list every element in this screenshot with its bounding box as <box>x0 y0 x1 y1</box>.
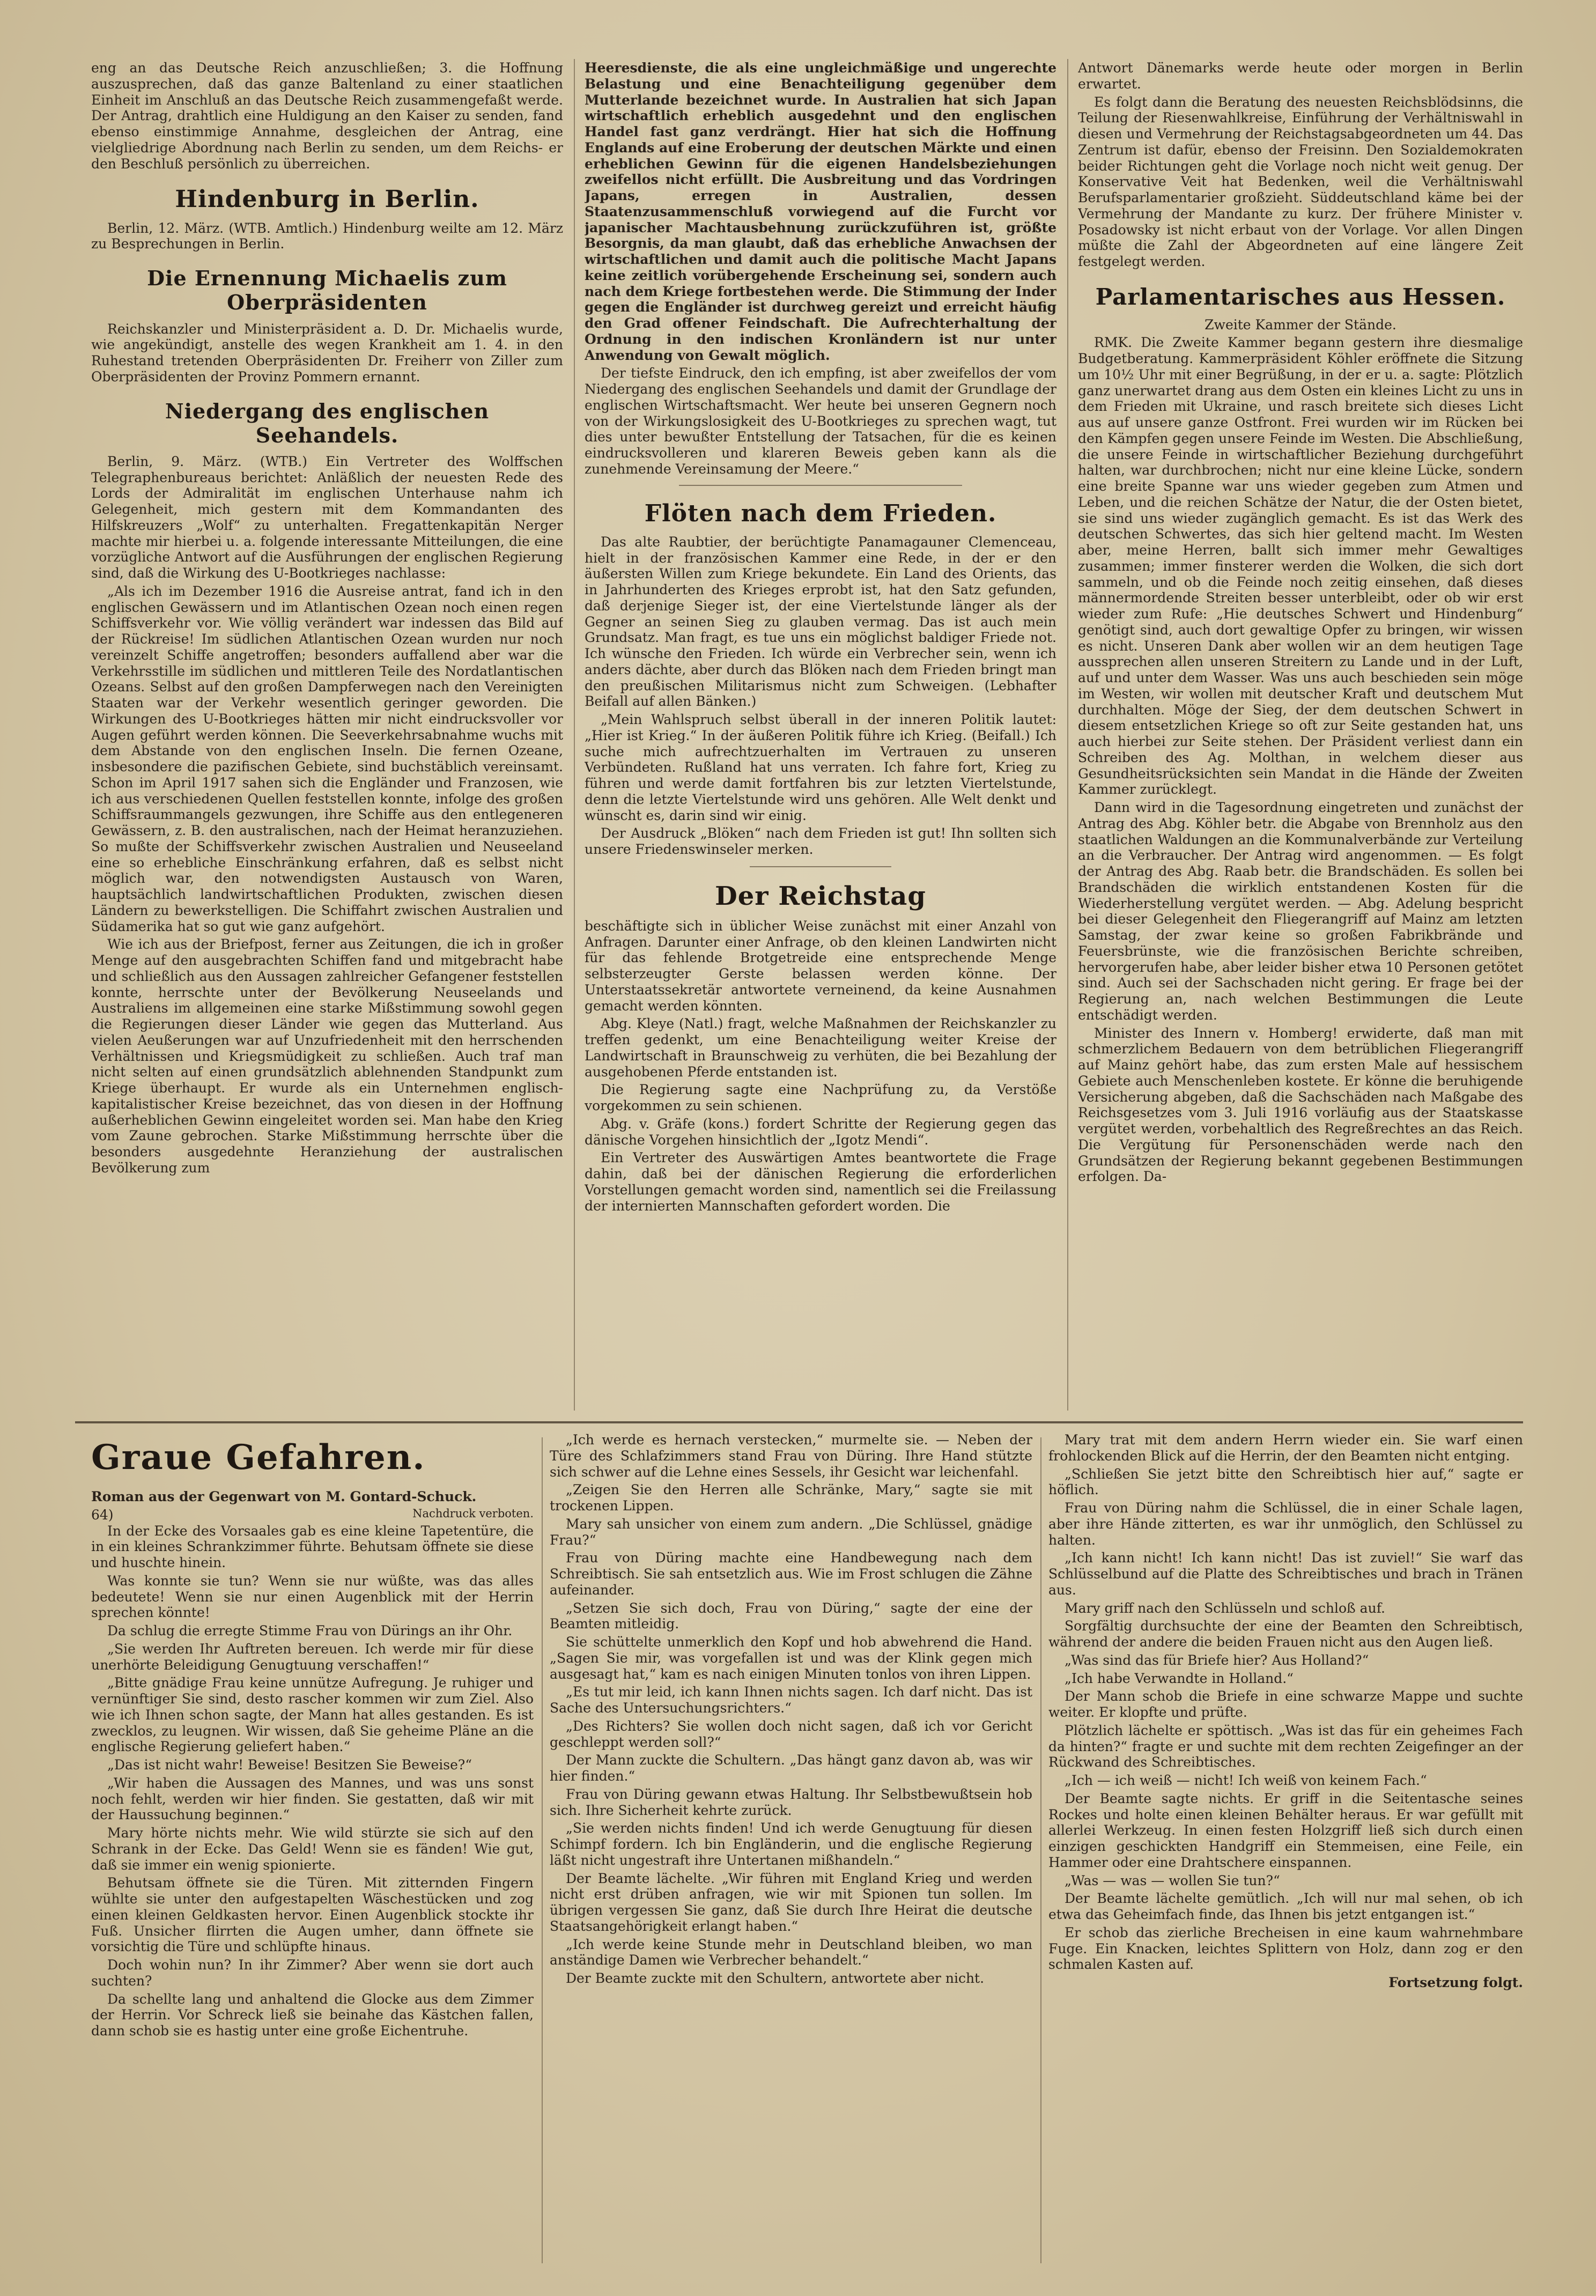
serial-paragraph: „Was — was — wollen Sie tun?“ <box>1065 1872 1280 1888</box>
article-reichstag-cont: Antwort Dänemarks werde heute oder morgen in Berlin erwartet. <box>1078 60 1523 92</box>
serial-paragraph: Da schellte lang und anhaltend die Glocke aus dem Zimmer der Herrin. Vor Schreck ließ sie beinahe das Kästchen fallen, dann schob sie es hastig unter eine große Eichentruhe. <box>91 1991 534 2039</box>
article-floeten-3: Der Ausdruck „Blöken“ nach dem Frieden ist gut! Ihn sollten sich unsere Friedenswinseler merken. <box>585 825 1056 858</box>
article-seehandel-2: „Als ich im Dezember 1916 die Ausreise antrat, fand ich in den englischen Gewässern und im Atlantischen Ozean noch einen regen Schiffsverkehr vor. Wie völlig verändert war indessen das Bild auf der Rückreise! Im südlichen Atlantischen Ozean wurden nur noch vereinzelt Schiffe angetroffen; besonders auffallend aber war die Verkehrsstille im südlichen und mittleren Teile des Nordatlantischen Ozeans. Selbst auf den großen Dampferwegen nach den Vereinigten Staaten war der Verkehr wesentlich geringer geworden. Die Wirkungen des U-Bootkrieges hätten mir nicht eindrucksvoller vor Augen geführt werden können. Die Seeverkehrsabnahme wuchs mit dem Abstande von den englischen Inseln. Die fernen Ozeane, insbesondere die pazifischen Gebiete, sind buchstäblich vereinsamt. Schon im April 1917 sahen sich die Engländer und Franzosen, wie ich aus verschiedenen Quellen feststellen konnte, infolge des großen Schiffsraummangels gezwungen, ihre Schiffe aus den entlegeneren Gewässern, z. B. den australischen, nach der Heimat heranzuziehen. So mußte der Schiffsverkehr zwischen Australien und Neuseeland eine so erhebliche Einschränkung erfahren, daß es selbst nicht möglich war, den notwendigsten Austausch von Waren, hauptsächlich landwirtschaftlichen Produkten, zwischen diesen Ländern zu bewerkstelligen. Die Schiffahrt zwischen Australien und Südamerika hat so gut wie ganz aufgehört. <box>91 583 563 934</box>
serial-paragraph: Frau von Düring nahm die Schlüssel, die in einer Schale lagen, aber ihre Hände zitterten, es war ihr unmöglich, den Schlüssel zu halten. <box>1048 1500 1523 1548</box>
headline-hindenburg: Hindenburg in Berlin. <box>175 186 479 213</box>
serial-paragraph: „Was sind das für Briefe hier? Aus Holland?“ <box>1065 1652 1369 1668</box>
article-floeten-2: „Mein Wahlspruch selbst überall in der inneren Politik lautet: „Hier ist Krieg.“ In der äußeren Politik führe ich Krieg. (Beifall.) Ich suche mich aufrechtzuerhalten im Vertrauen zu unseren Verbündeten. Rußland hat uns verraten. Ich fahre fort, Krieg zu führen und werde damit fortfahren bis zur letzten Viertelstunde, denn die letzte Viertelstunde wird uns gehören. Alle Welt denkt und wünscht es, darin sind wir einig. <box>585 712 1056 823</box>
serial-column-2 <box>550 1432 1032 2269</box>
article-hessen-2: Dann wird in die Tagesordnung eingetreten und zunächst der Antrag des Abg. Köhler betr. die Abgabe von Brennholz aus den staatlichen Waldungen an die Kommunalverbände zur Verteilung an die Verbraucher. Der Antrag wird angenommen. — Es folgt der Antrag des Abg. Raab betr. die Brandschäden. Es sollen bei Brandschäden die wirklich entstandenen Kosten für die Wiederherstellung vergütet werden. — Abg. Adelung bespricht bei dieser Gelegenheit den Fliegerangriff auf Mainz am letzten Samstag, der zwar keine so großen Fabrikbrände und Feuersbrünste, wie die französischen Berichte schreiben, hervorgerufen habe, aber leider bisher etwa 10 Personen getötet sind. Auch sei der Sachschaden nicht gering. Er frage bei der Regierung an, nach welchen Bestimmungen die Leute entschädigt werden. <box>1078 800 1523 1023</box>
column-rule <box>1040 1437 1041 2263</box>
headline-michaelis: Die Ernennung Michaelis zum Oberpräsidenten <box>147 266 507 315</box>
serial-column-1 <box>91 1432 534 2269</box>
serial-reprint-notice: Nachdruck verboten. <box>412 1507 534 1520</box>
article-hessen-3: Minister des Innern v. Homberg! erwiderte, daß man mit schmerzlichem Bedauern von dem betrüblichen Fliegerangriff auf Mainz gehört habe, das zum ersten Male auf hessischem Gebiete auch Menschenleben kostete. Er könne die beruhigende Versicherung abgeben, daß die Sachschäden nach Maßgabe des Reichsgesetzes vom 3. Juli 1916 vorläufig aus der Staatskasse vergütet werden, vorbehaltlich des Regreßrechtes an das Reich. Die Vergütung für Personenschäden werde nach den Grundsätzen der Regierung bekannt gegebenen Bestimmungen erfolgen. Da- <box>1078 1025 1523 1185</box>
serial-paragraph: Plötzlich lächelte er spöttisch. „Was ist das für ein geheimes Fach da hinten?“ fragte er und suchte mit dem rechten Zeigefinger an der Rückwand des Schreibtisches. <box>1048 1722 1523 1770</box>
article-continuation: eng an das Deutsche Reich anzuschließen; 3. die Hoffnung auszusprechen, daß das ganze Baltenland zu einer staatlichen Einheit im Anschluß an das Deutsche Reich zusammengefaßt werde. Der Antrag, drahtlich eine Huldigung an den Kaiser zu senden, fand ebenso einstimmige Annahme, desgleichen der Antrag, eine vielgliedrige Abordnung nach Berlin zu senden, um dem Reichs- er den Beschluß persönlich zu überreichen. <box>91 60 563 172</box>
serial-subtitle: Roman aus der Gegenwart von M. Gontard-Schuck. <box>91 1489 477 1505</box>
serial-paragraph: Sie schüttelte unmerklich den Kopf und hob abwehrend die Hand. „Sagen Sie mir, was vorgefallen ist und was der Klink gegen mich ausgesagt hat,“ kam es nach einigen Minuten tonlos von ihren Lippen. <box>550 1634 1032 1682</box>
article-reichstag-2: Abg. Kleye (Natl.) fragt, welche Maßnahmen der Reichskanzler zu treffen gedenkt, um eine Benachteiligung weiter Kreise der Landwirtschaft in Braunschweig zu verhüten, die bei Bezahlung der ausgehobenen Pferde entstanden ist. <box>585 1016 1056 1080</box>
serial-continued-note: Fortsetzung folgt. <box>1388 1975 1523 1990</box>
serial-paragraph: Der Mann zuckte die Schultern. „Das hängt ganz davon ab, was wir hier finden.“ <box>550 1752 1032 1784</box>
serial-paragraph: Mary griff nach den Schlüsseln und schloß auf. <box>1065 1600 1385 1616</box>
article-hessen-1: RMK. Die Zweite Kammer begann gestern ihre diesmalige Budgetberatung. Kammerpräsident Köhler eröffnete die Sitzung um 10½ Uhr mit einer Begrüßung, in der er u. a. sagte: Plötzlich ganz unerwartet drang aus dem Osten ein kleines Licht zu uns in dem Frieden mit Ukraine, und rasch breitete sich dieses Licht aus auf unsere ganze Ostfront. Frei wurden wir im Rücken bei den Kämpfen gegen unsere Feinde im Westen. Die Abschließung, die unsere Feinde in wirtschaftlicher Beziehung durchgeführt halten, war durchbrochen; nicht nur eine kleine Lücke, sondern eine breite Spanne war uns wieder gegeben zum Atmen und Leben, und die reichen Schätze der Natur, die der Osten bietet, sie sind uns wieder zugänglich gemacht. Es ist das Werk des deutschen Schwertes, das sich hier geltend macht. Im Westen aber, meine Herren, ballt sich immer mehr Gewaltiges zusammen; immer finsterer werden die Wolken, die sich dort sammeln, und ob die Feinde noch zeitig einsehen, daß dieses männermordende Streiten besser unterbleibt, oder ob wir erst wieder zum Rufe: „Hie deutsches Schwert und Hindenburg“ genötigt sind, auch dort gewaltige Opfer zu bringen, wir wissen es nicht. Unseren Dank aber wollen wir an dem heutigen Tage aussprechen allen unseren Streitern zu Lande und in der Luft, auf und unter dem Wasser. Was uns auch beschieden sein möge im Westen, wir wollen mit deutscher Kraft und deutschem Mut durchhalten. Möge der Sieg, der dem deutschen Schwert in diesem entsetzlichen Kriege so oft zur Seite gestanden hat, uns auch hierbei zur Seite stehen. Der Präsident verliest dann ein Schreiben des Ag. Molthan, in welchem dieser aus Gesundheitsrücksichten sein Mandat in die Hände der Zweiten Kammer zurücklegt. <box>1078 335 1523 798</box>
serial-paragraph: Frau von Düring gewann etwas Haltung. Ihr Selbstbewußtsein hob sich. Ihre Sicherheit kehrte zurück. <box>550 1786 1032 1818</box>
section-rule <box>750 866 891 867</box>
headline-reichstag: Der Reichstag <box>715 881 926 911</box>
serial-paragraph: Da schlug die erregte Stimme Frau von Dürings an ihr Ohr. <box>107 1623 513 1639</box>
serial-number: 64) <box>91 1507 114 1523</box>
serial-paragraph: „Ich habe Verwandte in Holland.“ <box>1065 1670 1294 1686</box>
serial-paragraph: Was konnte sie tun? Wenn sie nur wüßte, was das alles bedeutete! Wenn sie nur einen Augenblick mit der Herrin sprechen könnte! <box>91 1572 534 1621</box>
serial-paragraph: „Schließen Sie jetzt bitte den Schreibtisch hier auf,“ sagte er höflich. <box>1048 1466 1523 1498</box>
serial-paragraph: „Das ist nicht wahr! Beweise! Besitzen Sie Beweise?“ <box>107 1757 472 1773</box>
serial-paragraph: „Ich — ich weiß — nicht! Ich weiß von keinem Fach.“ <box>1065 1773 1427 1788</box>
column-2 <box>585 60 1056 1414</box>
serial-paragraph: „Des Richters? Sie wollen doch nicht sagen, daß ich vor Gericht geschleppt werden soll?“ <box>550 1718 1032 1750</box>
serial-paragraph: Frau von Düring machte eine Handbewegung nach dem Schreibtisch. Sie sah entsetzlich aus. Wie im Frost schlugen die Zähne aufeinander. <box>550 1550 1032 1598</box>
serial-paragraph: „Ich werde keine Stunde mehr in Deutschland bleiben, wo man anständige Damen wie Verbrecher behandelt.“ <box>550 1936 1032 1968</box>
article-seehandel-cont: Heeresdienste, die als eine ungleichmäßige und ungerechte Belastung und eine Benachteiligung gegenüber dem Mutterlande bezeichnet wurde. In Australien hat sich Japan wirtschaftlich erheblich ausgedehnt und den englischen Handel fast ganz verdrängt. Hier hat sich die Hoffnung Englands auf eine Eroberung der deutschen Märkte und einen erheblichen Gewinn für die eigenen Handelsbeziehungen zweifellos nicht erfüllt. Die Ausbreitung und das Vordringen Japans, erregen in Australien, dessen Staatenzusammenschluß vorwiegend auf die Furcht vor japanischer Machtausbehnung zurückzuführen ist, größte Besorgnis, da man glaubt, daß das erhebliche Anwachsen der wirtschaftlichen und damit auch die politische Macht Japans keine zeitlich vorübergehende Erscheinung sei, sondern auch nach dem Kriege fortbestehen werde. Die Stimmung der Inder gegen die Engländer ist durchweg gereizt und erreicht häufig den Grad offener Feindschaft. Die Aufrechterhaltung der Ordnung in den indischen Kronländern ist nur unter Anwendung von Gewalt möglich. <box>585 60 1056 363</box>
article-seehandel-end: Der tiefste Eindruck, den ich empfing, ist aber zweifellos der vom Niedergang des englischen Seehandels und damit der Grundlage der englischen Wirtschaftsmacht. Wer heute bei unseren Gegnern noch von der Wirkungslosigkeit des U-Bootkrieges zu sprechen wagt, tut dies unter bewußter Entstellung der Tatsachen, für die es keinen eindrucksvolleren und klareren Beweis geben kann als die zunehmende Vereinsamung der Meere.“ <box>585 365 1056 477</box>
serial-paragraph: „Sie werden nichts finden! Und ich werde Genugtuung für diesen Schimpf fordern. Ich bin Engländerin, und die englische Regierung läßt nicht ungestraft ihre Untertanen mißhandeln.“ <box>550 1820 1032 1868</box>
serial-paragraph: In der Ecke des Vorsaales gab es eine kleine Tapetentüre, die in ein kleines Schrankzimmer führte. Behutsam öffnete sie diese und huschte hinein. <box>91 1523 534 1571</box>
serial-column-3 <box>1048 1432 1523 2269</box>
article-michaelis: Reichskanzler und Ministerpräsident a. D. Dr. Michaelis wurde, wie angekündigt, anstelle des wegen Krankheit am 1. 4. in den Ruhestand tretenden Oberpräsidenten Dr. Freiherr von Ziller zum Oberpräsidenten der Provinz Pommern ernannt. <box>91 321 563 385</box>
serial-paragraph: Der Mann schob die Briefe in eine schwarze Mappe und suchte weiter. Er klopfte und prüfte. <box>1048 1688 1523 1720</box>
serial-paragraph: Mary sah unsicher von einem zum andern. „Die Schlüssel, gnädige Frau?“ <box>550 1516 1032 1548</box>
article-hindenburg: Berlin, 12. März. (WTB. Amtlich.) Hindenburg weilte am 12. März zu Besprechungen in Berlin. <box>91 220 563 252</box>
article-reichstag-3: Die Regierung sagte eine Nachprüfung zu, da Verstöße vorgekommen zu sein schienen. <box>585 1082 1056 1114</box>
subheadline-hessen: Zweite Kammer der Stände. <box>1205 316 1396 333</box>
feuilleton-divider <box>75 1421 1523 1423</box>
serial-paragraph: Der Beamte zuckte mit den Schultern, antwortete aber nicht. <box>566 1970 985 1986</box>
serial-paragraph: „Wir haben die Aussagen des Mannes, und was uns sonst noch fehlt, werden wir hier finden. Sie gestatten, daß wir mit der Haussuchung beginnen.“ <box>91 1775 534 1823</box>
column-rule <box>1067 59 1068 1411</box>
serial-paragraph: Der Beamte lächelte. „Wir führen mit England Krieg und werden nicht erst drüben anfragen, wie wir mit Spionen tun sollen. Im übrigen vergessen Sie ganz, daß Sie durch Ihre Heirat die deutsche Staatsangehörigkeit erlangt haben.“ <box>550 1870 1032 1934</box>
section-rule <box>679 485 962 486</box>
article-reichstag-5: Ein Vertreter des Auswärtigen Amtes beantwortete die Frage dahin, daß bei der dänischen Regierung die erforderlichen Vorstellungen gemacht worden sind, namentlich sei die Freilassung der internierten Mannschaften gefordert worden. Die <box>585 1150 1056 1214</box>
serial-paragraph: „Ich werde es hernach verstecken,“ murmelte sie. — Neben der Türe des Schlafzimmers stand Frau von Düring. Ihre Hand stützte sich schwer auf die Lehne eines Sessels, ihr Gesicht war leichenfahl. <box>550 1432 1032 1480</box>
headline-seehandel: Niedergang des englischen Seehandels. <box>165 398 490 447</box>
serial-paragraph: „Es tut mir leid, ich kann Ihnen nichts sagen. Ich darf nicht. Das ist Sache des Untersuchungsrichters.“ <box>550 1684 1032 1716</box>
serial-paragraph: Doch wohin nun? In ihr Zimmer? Aber wenn sie dort auch suchten? <box>91 1957 534 1989</box>
serial-paragraph: „Bitte gnädige Frau keine unnütze Aufregung. Je ruhiger und vernünftiger Sie sind, desto rascher kommen wir zum Ziel. Also wie ich Ihnen schon sagte, der Mann hat alles gestanden. Es ist zwecklos, zu leugnen. Wir wissen, daß Sie geheime Pläne an die englische Regierung geliefert haben.“ <box>91 1675 534 1755</box>
column-rule <box>542 1437 543 2263</box>
column-rule <box>574 59 575 1411</box>
headline-floeten: Flöten nach dem Frieden. <box>644 499 997 527</box>
serial-title: Graue Gefahren. <box>91 1437 426 1478</box>
article-floeten-1: Das alte Raubtier, der berüchtigte Panamagauner Clemenceau, hielt in der französischen Kammer eine Rede, in der er den äußersten Willen zum Kriege bekundete. Ein Land des Orients, das in Jahrhunderten des Krieges erprobt ist, hat den Satz gefunden, daß derjenige Sieger ist, der eine Viertelstunde länger als der Gegner an seinen Sieg zu glauben vermag. Das ist auch mein Grundsatz. Man fragt, es tue uns ein möglichst baldiger Friede not. Ich wünsche den Frieden. Ich würde ein Verbrecher sein, wenn ich anders dächte, aber durch das Blöken nach dem Frieden bringt man den preußischen Militarismus nicht zum Schweigen. (Lebhafter Beifall auf allen Bänken.) <box>585 534 1056 710</box>
column-3 <box>1078 60 1523 1414</box>
serial-paragraph: Der Beamte lächelte gemütlich. „Ich will nur mal sehen, ob ich etwa das Geheimfach finde, das Ihnen bis jetzt entgangen ist.“ <box>1048 1891 1523 1922</box>
serial-paragraph: Der Beamte sagte nichts. Er griff in die Seitentasche seines Rockes und holte einen kleinen Behälter heraus. Er war gefüllt mit allerlei Werkzeug. In einen festen Holzgriff ließ sich durch einen einzigen geschickten Handgriff ein Stemmeisen, eine Feile, ein Hammer oder eine Drahtschere einspannen. <box>1048 1790 1523 1870</box>
serial-paragraph: Behutsam öffnete sie die Türen. Mit zitternden Fingern wühlte sie unter den aufgestapelten Wäschestücken und zog einen kleinen Geldkasten hervor. Einen Augenblick stockte ihr Fuß. Unsicher flirrten die Augen umher, dann öffnete sie vorsichtig die Türe und schlüpfte hinaus. <box>91 1875 534 1955</box>
article-reichstag-wahl: Es folgt dann die Beratung des neuesten Reichsblödsinns, die Teilung der Riesenwahlkreise, Einführung der Verhältniswahl in diesen und Vermehrung der Reichstagsabgeordneten um 44. Das Zentrum ist dafür, ebenso der Freisinn. Den Sozialdemokraten beider Richtungen geht die Vorlage noch nicht weit genug. Der Konservative Veit hat Bedenken, weil die Verhältniswahl Berufsparlamentarier großzieht. Süddeutschland käme bei der Vermehrung der Mandante zu kurz. Der frühere Minister v. Posadowsky ist nicht erbaut von der Vorlage. Vor allen Dingen müßte die Zahl der Abgeordneten auf eine längere Zeit festgelegt werden. <box>1078 94 1523 269</box>
serial-paragraph: Mary trat mit dem andern Herrn wieder ein. Sie warf einen frohlockenden Blick auf die Herrin, der den Beamten nicht entging. <box>1048 1432 1523 1464</box>
serial-meta <box>91 1507 534 1523</box>
serial-paragraph: „Ich kann nicht! Ich kann nicht! Das ist zuviel!“ Sie warf das Schlüsselbund auf die Platte des Schreibtisches und brach in Tränen aus. <box>1048 1550 1523 1598</box>
article-seehandel-3: Wie ich aus der Briefpost, ferner aus Zeitungen, die ich in großer Menge auf den ausgebrachten Schiffen fand und mitgebracht habe und schließlich aus den Aussagen zahlreicher Gefangener feststellen konnte, herrschte unter der Bevölkerung Neuseelands und Australiens im allgemeinen eine starke Mißstimmung sowohl gegen die Regierungen dieser Länder wie gegen das Mutterland. Aus vielen Aeußerungen war auf Unzufriedenheit mit den herrschenden Verhältnissen und Kriegsmüdigkeit zu schließen. Auch traf man nicht selten auf einen grundsätzlich ablehnenden Standpunkt zum Kriege überhaupt. Er wurde als ein Unternehmen englisch-kapitalistischer Kreise bezeichnet, das von diesen in der Hoffnung außerheblichen Gewinn eingeleitet worden sei. Man habe den Krieg vom Zaune gebrochen. Starke Mißstimmung herrschte über die besonders ausgedehnte Heranziehung der australischen Bevölkerung zum <box>91 936 563 1176</box>
serial-paragraph: „Setzen Sie sich doch, Frau von Düring,“ sagte der eine der Beamten mitleidig. <box>550 1600 1032 1632</box>
headline-hessen: Parlamentarisches aus Hessen. <box>1095 283 1506 310</box>
serial-paragraph: Er schob das zierliche Brecheisen in eine kaum wahrnehmbare Fuge. Ein Knacken, leichtes Splittern von Holz, dann zog er den schmalen Kasten auf. <box>1048 1924 1523 1973</box>
serial-paragraph: „Sie werden Ihr Auftreten bereuen. Ich werde mir für diese unerhörte Beleidigung Genugtuung verschaffen!“ <box>91 1641 534 1673</box>
serial-paragraph: „Zeigen Sie den Herren alle Schränke, Mary,“ sagte sie mit trockenen Lippen. <box>550 1482 1032 1514</box>
article-seehandel-1: Berlin, 9. März. (WTB.) Ein Vertreter des Wolffschen Telegraphenbureaus berichtet: Anläßlich der neuesten Rede des Lords der Admiralität im englischen Unterhause nahm ich Gelegenheit, mich gestern mit dem Kommandanten des Hilfskreuzers „Wolf“ zu unterhalten. Fregattenkapitän Nerger machte mir hierbei u. a. folgende interessante Mitteilungen, die eine vorzügliche Antwort auf die Ausführungen der englischen Regierung sind, daß die Wirkung des U-Bootkrieges nachlasse: <box>91 453 563 581</box>
serial-paragraph: Mary hörte nichts mehr. Wie wild stürzte sie sich auf den Schrank in der Ecke. Das Geld! Wenn sie es fänden! Wie gut, daß sie immer ein wenig spionierte. <box>91 1825 534 1873</box>
serial-paragraph: Sorgfältig durchsuchte der eine der Beamten den Schreibtisch, während der andere die beiden Frauen nicht aus den Augen ließ. <box>1048 1618 1523 1650</box>
column-1 <box>91 60 563 1414</box>
article-reichstag-1: beschäftigte sich in üblicher Weise zunächst mit einer Anzahl von Anfragen. Darunter einer Anfrage, ob den kleinen Landwirten nicht für das fehlende Brotgetreide eine entsprechende Menge selbsterzeugter Gerste belassen werden könne. Der Unterstaatssekretär antwortete verneinend, da keine Ausnahmen gemacht werden könnten. <box>585 918 1056 1014</box>
article-reichstag-4: Abg. v. Gräfe (kons.) fordert Schritte der Regierung gegen das dänische Vorgehen hinsichtlich der „Igotz Mendi“. <box>585 1116 1056 1148</box>
